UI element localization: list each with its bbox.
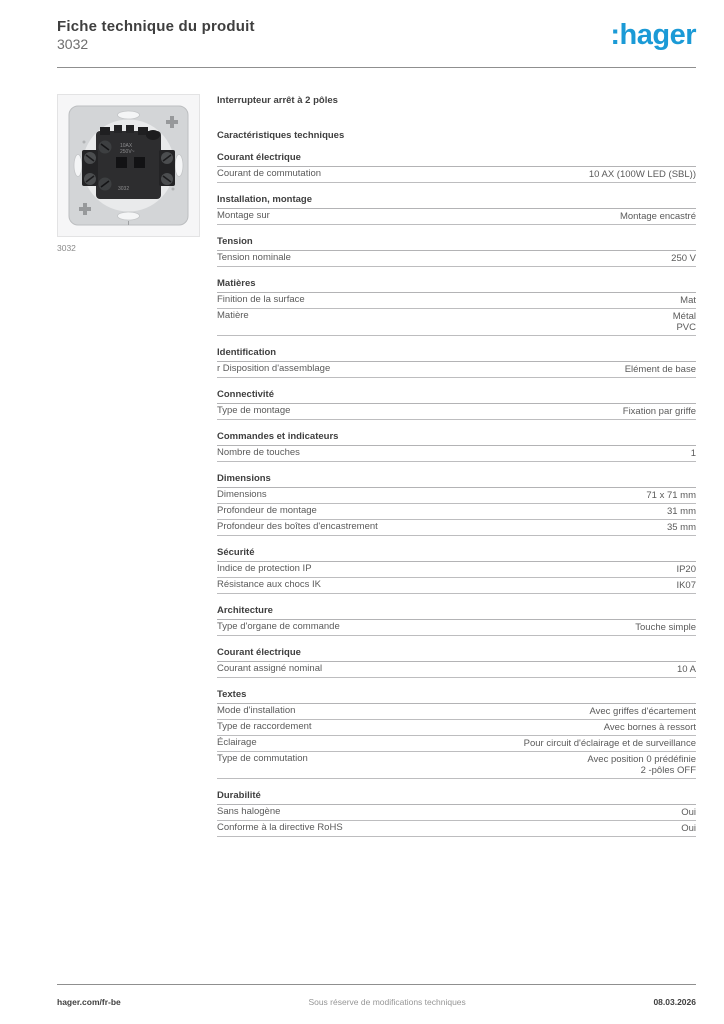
spec-row-value: 1 bbox=[690, 448, 696, 459]
spec-row-label: Type de commutation bbox=[217, 753, 308, 764]
spec-section bbox=[217, 153, 696, 183]
spec-row-label: Nombre de touches bbox=[217, 447, 300, 458]
svg-text:3032: 3032 bbox=[118, 186, 130, 192]
spec-row-label: Dimensions bbox=[217, 489, 267, 500]
spec-row-value: 31 mm bbox=[666, 506, 696, 517]
spec-row-label: Tension nominale bbox=[217, 252, 291, 263]
spec-row-value: Pour circuit d'éclairage et de surveillance bbox=[523, 738, 696, 749]
spec-section-title: Dimensions bbox=[217, 474, 696, 488]
spec-section-title: Identification bbox=[217, 348, 696, 362]
spec-row bbox=[217, 404, 696, 420]
product-name: Interrupteur arrêt à 2 pôles bbox=[217, 95, 338, 106]
spec-section bbox=[217, 548, 696, 594]
spec-section bbox=[217, 690, 696, 779]
spec-section bbox=[217, 606, 696, 636]
spec-row bbox=[217, 520, 696, 536]
spec-section bbox=[217, 648, 696, 678]
spec-row-label: Finition de la surface bbox=[217, 294, 305, 305]
spec-row-label: Profondeur de montage bbox=[217, 505, 317, 516]
spec-row-value: Fixation par griffe bbox=[622, 406, 696, 417]
spec-row bbox=[217, 562, 696, 578]
spec-row-value: Oui bbox=[681, 823, 696, 834]
spec-row-value: Avec griffes d'écartement bbox=[589, 706, 696, 717]
spec-row-label: Mode d'installation bbox=[217, 705, 296, 716]
spec-row-value: 35 mm bbox=[666, 522, 696, 533]
spec-row-value: Elément de base bbox=[624, 364, 696, 375]
spec-section bbox=[217, 195, 696, 225]
spec-row bbox=[217, 446, 696, 462]
spec-row-label: Conforme à la directive RoHS bbox=[217, 822, 343, 833]
spec-row bbox=[217, 752, 696, 779]
spec-row-value: Touche simple bbox=[635, 622, 696, 633]
spec-section-title: Sécurité bbox=[217, 548, 696, 562]
header-divider bbox=[57, 67, 696, 68]
spec-section-title: Durabilité bbox=[217, 791, 696, 805]
page-header bbox=[57, 18, 696, 53]
spec-row-value: Montage encastré bbox=[619, 211, 696, 222]
spec-row-label: r Disposition d'assemblage bbox=[217, 363, 331, 374]
svg-text:10AX: 10AX bbox=[120, 143, 133, 149]
spec-row-label: Courant assigné nominal bbox=[217, 663, 323, 674]
spec-row-value: Oui bbox=[681, 807, 696, 818]
spec-section-title: Tension bbox=[217, 237, 696, 251]
product-code: 3032 bbox=[57, 36, 89, 52]
spec-row bbox=[217, 309, 696, 336]
footer-website: hager.com/fr-be bbox=[57, 997, 121, 1007]
spec-row-value: IK07 bbox=[676, 580, 696, 591]
spec-row-label: Courant de commutation bbox=[217, 168, 322, 179]
spec-section-title: Courant électrique bbox=[217, 648, 696, 662]
spec-section-title: Commandes et indicateurs bbox=[217, 432, 696, 446]
page-title: Fiche technique du produit bbox=[57, 18, 255, 35]
svg-text:250V~: 250V~ bbox=[120, 149, 135, 155]
footer-date: 08.03.2026 bbox=[653, 997, 696, 1007]
spec-row-value: 71 x 71 mm bbox=[646, 490, 696, 501]
hager-logo: :hager bbox=[610, 19, 696, 51]
spec-row bbox=[217, 821, 696, 837]
product-image bbox=[57, 94, 200, 237]
spec-section bbox=[217, 279, 696, 336]
spec-section-title: Connectivité bbox=[217, 390, 696, 404]
spec-row-label: Sans halogène bbox=[217, 806, 281, 817]
spec-row-label: Profondeur des boîtes d'encastrement bbox=[217, 521, 378, 532]
spec-sections bbox=[217, 153, 696, 837]
spec-row bbox=[217, 488, 696, 504]
page-footer bbox=[57, 984, 696, 1007]
spec-section bbox=[217, 390, 696, 420]
spec-section bbox=[217, 791, 696, 837]
spec-row bbox=[217, 293, 696, 309]
footer-disclaimer: Sous réserve de modifications techniques bbox=[308, 997, 466, 1007]
spec-section-title: Installation, montage bbox=[217, 195, 696, 209]
spec-row-value: Mat bbox=[680, 295, 696, 306]
spec-row-value: Avec bornes à ressort bbox=[603, 722, 696, 733]
spec-row-value: 10 A bbox=[676, 664, 696, 675]
spec-section-title: Courant électrique bbox=[217, 153, 696, 167]
spec-row-value: 250 V bbox=[671, 253, 696, 264]
spec-row bbox=[217, 209, 696, 225]
spec-section-title: Textes bbox=[217, 690, 696, 704]
spec-row bbox=[217, 662, 696, 678]
spec-table bbox=[217, 94, 696, 837]
spec-row bbox=[217, 362, 696, 378]
spec-section bbox=[217, 474, 696, 536]
spec-row-label: Indice de protection IP bbox=[217, 563, 312, 574]
spec-row bbox=[217, 251, 696, 267]
spec-section bbox=[217, 348, 696, 378]
switch-mechanism-illustration bbox=[58, 95, 199, 236]
spec-row-label: Éclairage bbox=[217, 737, 257, 748]
spec-row-label: Montage sur bbox=[217, 210, 270, 221]
spec-row-value: Métal PVC bbox=[672, 311, 696, 333]
spec-row bbox=[217, 720, 696, 736]
spec-row bbox=[217, 736, 696, 752]
spec-row bbox=[217, 504, 696, 520]
spec-row bbox=[217, 620, 696, 636]
spec-section bbox=[217, 432, 696, 462]
spec-row bbox=[217, 167, 696, 183]
spec-row-label: Type d'organe de commande bbox=[217, 621, 340, 632]
product-image-caption: 3032 bbox=[57, 243, 76, 253]
spec-row bbox=[217, 578, 696, 594]
spec-row bbox=[217, 704, 696, 720]
spec-section bbox=[217, 237, 696, 267]
spec-row-value: IP20 bbox=[676, 564, 696, 575]
spec-section-title: Matières bbox=[217, 279, 696, 293]
spec-row-label: Matière bbox=[217, 310, 249, 321]
spec-row-label: Résistance aux chocs IK bbox=[217, 579, 322, 590]
spec-row-label: Type de raccordement bbox=[217, 721, 312, 732]
spec-row-value: 10 AX (100W LED (SBL)) bbox=[588, 169, 696, 180]
spec-section-title: Architecture bbox=[217, 606, 696, 620]
characteristics-heading: Caractéristiques techniques bbox=[217, 130, 345, 141]
spec-row-label: Type de montage bbox=[217, 405, 291, 416]
spec-row-value: Avec position 0 prédéfinie 2 -pôles OFF bbox=[587, 754, 696, 776]
spec-row bbox=[217, 805, 696, 821]
